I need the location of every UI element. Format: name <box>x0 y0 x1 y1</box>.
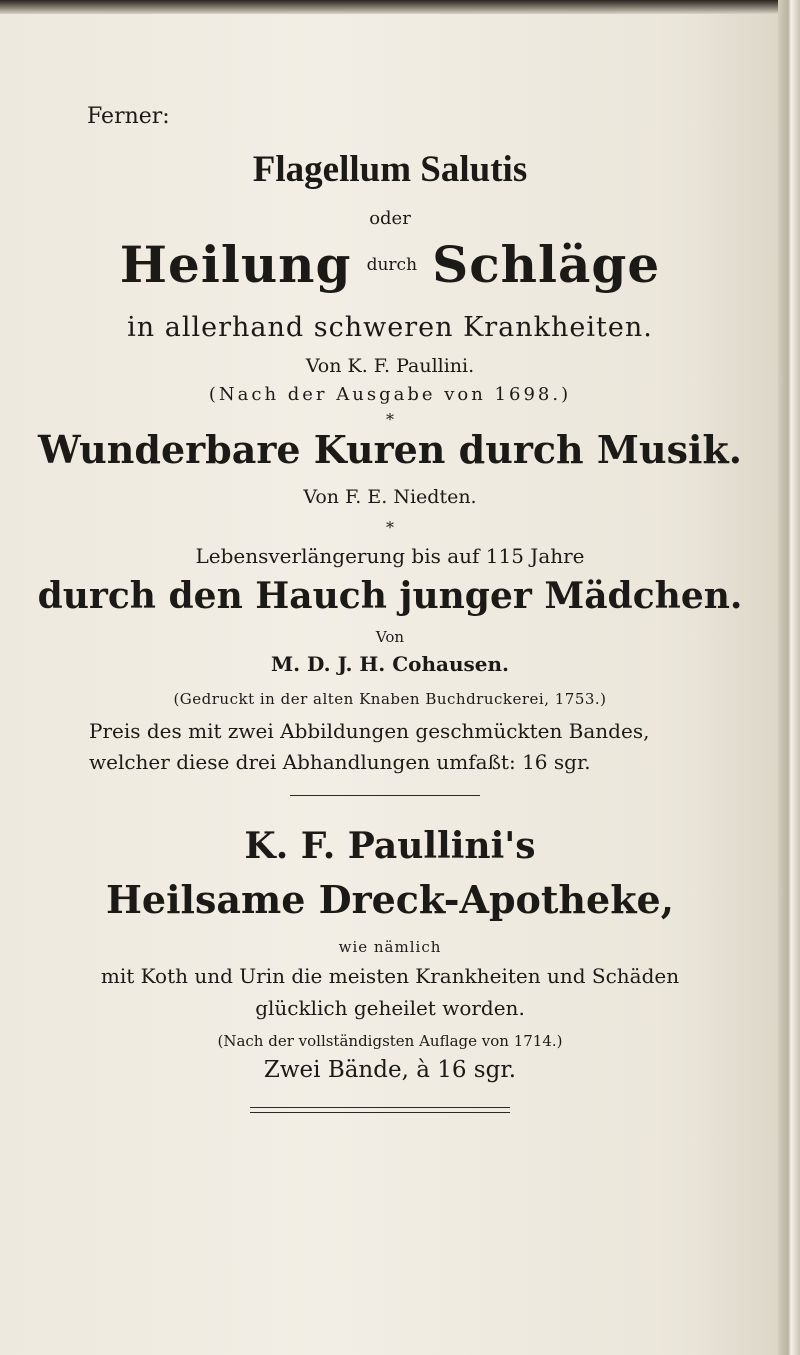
book4-desc-line2: glücklich geheilet worden. <box>255 996 525 1020</box>
separator-asterisk-2: * <box>386 518 394 537</box>
book3-price-line2: welcher diese drei Abhandlungen umfaßt: 16 sgr. <box>89 750 591 774</box>
book4-desc-line1: mit Koth und Urin die meisten Krankheiten und Schäden <box>100 964 680 988</box>
page-binding-edge <box>778 0 800 1355</box>
book2-title: Wunderbare Kuren durch Musik. <box>38 427 742 472</box>
book3-pretitle: Lebensverlängerung bis auf 115 Jahre <box>195 544 585 568</box>
intro-text: Ferner: <box>87 104 170 129</box>
separator-asterisk-1: * <box>386 410 394 429</box>
book4-title: Heilsame Dreck-Apotheke, <box>106 877 674 922</box>
book1-headline <box>0 235 780 301</box>
book1-edition: (Nach der Ausgabe von 1698.) <box>208 384 572 405</box>
page-top-edge <box>0 0 800 14</box>
book1-joiner: oder <box>369 208 411 229</box>
bottom-double-rule-bottom <box>250 1112 510 1113</box>
headline-heilung: Heilung <box>119 235 352 294</box>
book3-price-line1: Preis des mit zwei Abbildungen geschmückten Bandes, <box>89 719 650 743</box>
book3-von: Von <box>375 628 405 646</box>
book1-author: Von K. F. Paullini. <box>305 355 475 377</box>
headline-schlaege: Schläge <box>432 235 661 294</box>
book3-imprint: (Gedruckt in der alten Knaben Buchdruckerei, 1753.) <box>173 690 607 708</box>
divider-rule <box>290 795 480 796</box>
book4-joiner: wie nämlich <box>338 938 442 956</box>
book3-author: M. D. J. H. Cohausen. <box>270 652 510 676</box>
headline-durch: durch <box>366 255 418 275</box>
book1-title: Flagellum Salutis <box>252 149 528 190</box>
book3-title: durch den Hauch junger Mädchen. <box>37 575 743 617</box>
book4-author-line: K. F. Paullini's <box>244 825 536 867</box>
book4-edition: (Nach der vollständigsten Auflage von 1714.) <box>217 1032 563 1050</box>
book2-author: Von F. E. Niedten. <box>303 486 477 508</box>
book1-subtitle: in allerhand schweren Krankheiten. <box>127 312 653 343</box>
book4-price: Zwei Bände, à 16 sgr. <box>263 1057 517 1083</box>
bottom-double-rule-top <box>250 1107 510 1108</box>
